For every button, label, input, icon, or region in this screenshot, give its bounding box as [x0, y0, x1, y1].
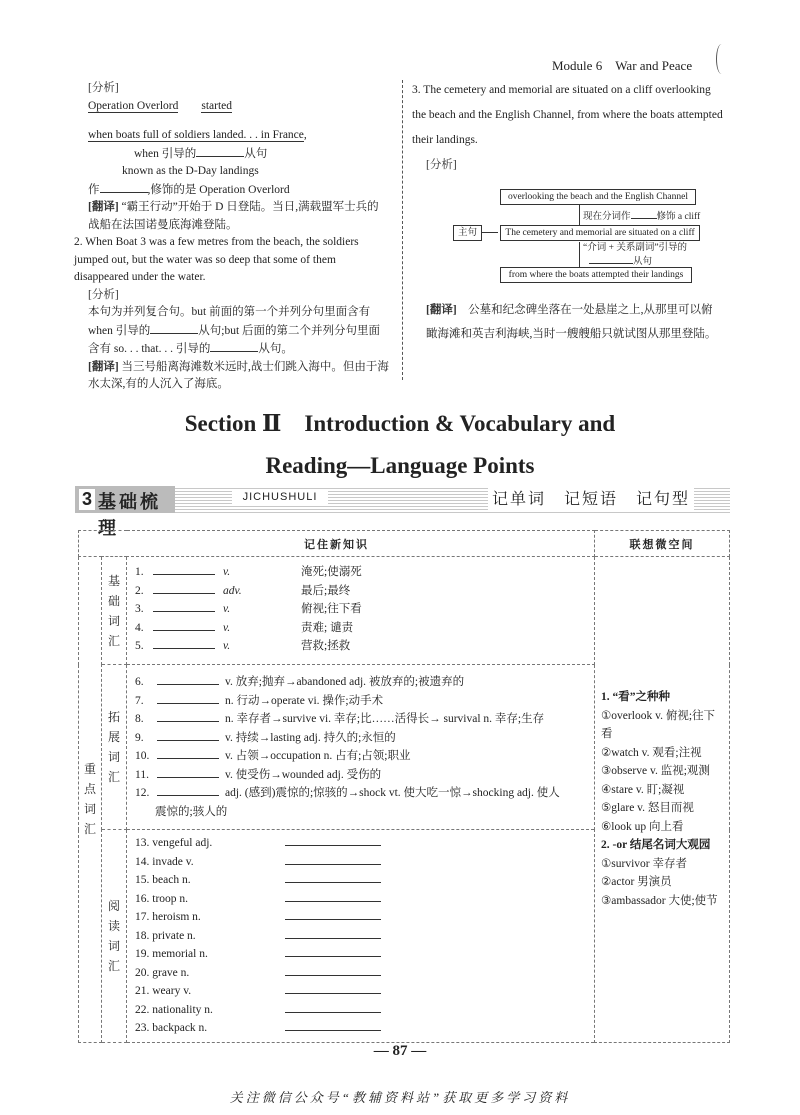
- word-family: 震惊的;骇人的: [155, 805, 228, 818]
- footer-promo-note: 关注微信公众号“教辅资料站”获取更多学习资料: [229, 1090, 571, 1105]
- part-of-speech: v.: [223, 603, 231, 615]
- answer-blank[interactable]: [285, 890, 381, 902]
- participle: known as the D-Day landings: [122, 165, 259, 177]
- banner-title: 基础梳理: [98, 492, 161, 539]
- extended-vocab-list: [127, 665, 595, 830]
- vocab-row: [135, 710, 586, 729]
- vocab-row: [135, 1019, 586, 1038]
- item-number: 8.: [135, 713, 144, 725]
- arrow-right: [482, 232, 498, 233]
- diagram-bottom-box: from where the boats attempted their landings: [500, 267, 692, 283]
- vocab-row: [135, 834, 586, 853]
- answer-blank[interactable]: [285, 834, 381, 846]
- answer-blank[interactable]: [153, 582, 215, 594]
- meaning: 营救;拯救: [301, 640, 351, 652]
- vocab-word: 13. vengeful adj.: [135, 837, 213, 849]
- word-family: v. 使受伤→wounded adj. 受伤的: [225, 768, 382, 781]
- item-number: 5.: [135, 640, 144, 652]
- answer-blank[interactable]: [157, 747, 219, 759]
- translation-label: [翻译]: [88, 360, 119, 373]
- word-family: v. 持续→lasting adj. 持久的;永恒的: [225, 731, 396, 744]
- vocabulary-table: [78, 530, 730, 1043]
- item-number: 3.: [135, 603, 144, 615]
- item-number: 12.: [135, 787, 150, 799]
- vocab-word: 21. weary v.: [135, 985, 192, 997]
- participle-note-end: ,修饰的是 Operation Overlord: [147, 183, 290, 196]
- vocab-row: [135, 890, 586, 909]
- right-column: [412, 78, 724, 178]
- answer-blank[interactable]: [285, 908, 381, 920]
- vocab-row: [135, 637, 586, 656]
- page-number: — 87 —: [373, 1043, 427, 1059]
- vocab-row: [135, 908, 586, 927]
- note-item: ④stare v. 盯;凝视: [601, 783, 685, 796]
- answer-blank[interactable]: [157, 729, 219, 741]
- running-header: Module 6 War and Peace: [552, 58, 693, 73]
- part-of-speech: v.: [223, 640, 231, 652]
- vocab-row: [135, 673, 586, 692]
- vocab-word: 14. invade v.: [135, 855, 194, 868]
- part-of-speech: v.: [223, 621, 231, 634]
- part-of-speech: v.: [223, 566, 231, 578]
- answer-blank[interactable]: [285, 1019, 381, 1031]
- answer-blank[interactable]: [157, 692, 219, 704]
- table-header-right: 联想微空间: [595, 531, 730, 557]
- clause-note-end: 从句: [244, 147, 268, 160]
- banner-title-block: [75, 486, 175, 539]
- section-title-line2: Reading—Language Points: [265, 453, 535, 478]
- item-number: 7.: [135, 694, 144, 707]
- note-item: ①survivor 幸存者: [601, 857, 688, 870]
- answer-blank[interactable]: [153, 600, 215, 612]
- answer-blank[interactable]: [631, 209, 657, 219]
- diagram-note: 现在分词作: [583, 212, 631, 222]
- answer-blank[interactable]: [153, 563, 215, 575]
- analysis-label: [分析]: [88, 82, 119, 94]
- notes-title: 2. -or 结尾名词大观园: [601, 839, 711, 852]
- group-label: 重点词汇: [83, 762, 96, 837]
- note-item: ⑤glare v. 怒目而视: [601, 802, 694, 815]
- basic-vocab-list: [127, 557, 595, 665]
- basic-vocab-label: 基础词汇: [107, 573, 120, 648]
- notes-cell: [595, 557, 730, 1043]
- analysis-label: [分析]: [88, 288, 119, 301]
- item-number: 3.: [412, 84, 421, 96]
- verb: started: [201, 99, 233, 112]
- diagram-main-box: The cemetery and memorial are situated on a cliff: [500, 225, 700, 241]
- answer-blank[interactable]: [153, 637, 215, 649]
- word-family: adj. (感到)震惊的;惊骇的→shock vt. 使大吃一惊→shocking adj. 使人: [225, 787, 560, 799]
- diagram-top-box: overlooking the beach and the English Channel: [500, 189, 696, 205]
- translation-label: [翻译]: [426, 304, 457, 316]
- vocab-row: [135, 563, 586, 582]
- vocab-row: [135, 747, 586, 766]
- answer-blank[interactable]: [100, 181, 148, 193]
- reading-vocab-label: 阅读词汇: [107, 898, 120, 973]
- answer-blank[interactable]: [150, 322, 198, 334]
- note-item: ②watch v. 观看;注视: [601, 746, 702, 759]
- note-item: ①overlook v. 俯视;往下看: [601, 709, 716, 741]
- item-number: 2.: [135, 584, 144, 597]
- note-item: ③ambassador 大使;使节: [601, 894, 718, 907]
- item-number: 2.: [74, 236, 83, 248]
- answer-blank[interactable]: [210, 340, 258, 352]
- analysis-text: 从句;but 后面的第二个并列分句里面含有 so. . . that. . . 引导的: [88, 324, 381, 355]
- answer-blank[interactable]: [285, 853, 381, 865]
- subject: Operation Overlord: [88, 99, 179, 112]
- column-divider: [402, 80, 403, 380]
- notes-title: 1. “看”之种种: [601, 691, 670, 704]
- answer-blank[interactable]: [285, 964, 381, 976]
- meaning: 俯视;往下看: [301, 603, 362, 615]
- item-number: 4.: [135, 621, 144, 634]
- sentence: When Boat 3 was a few metres from the beach, the soldiers jumped out, but the water was so deep that some of them disappeared under the water.: [74, 236, 359, 283]
- vocab-row: [135, 729, 586, 748]
- note-item: ②actor 男演员: [601, 876, 672, 889]
- banner-pinyin: JICHUSHULI: [232, 489, 328, 505]
- banner-slogan: 记单词 记短语 记句型: [488, 488, 694, 510]
- participle-note: 作: [88, 183, 100, 196]
- diagram-note: 修饰 a cliff: [656, 212, 701, 222]
- translation-label: [翻译]: [88, 201, 119, 213]
- section-title-line1: Section Ⅱ Introduction & Vocabulary and: [184, 411, 616, 436]
- banner-number: 3: [79, 489, 95, 510]
- answer-blank[interactable]: [589, 254, 633, 264]
- vocab-row: [135, 853, 586, 872]
- answer-blank[interactable]: [285, 871, 381, 883]
- vocab-word: 15. beach n.: [135, 874, 191, 886]
- answer-blank[interactable]: [285, 1001, 381, 1013]
- clause: when boats full of soldiers landed. . . in France: [88, 129, 304, 141]
- arrow-down: [579, 242, 580, 267]
- vocab-row: [135, 871, 586, 890]
- answer-blank[interactable]: [157, 784, 219, 796]
- section-title: [0, 403, 800, 487]
- analysis-text: 从句。: [258, 343, 293, 355]
- item-number: 6.: [135, 676, 144, 688]
- meaning: 责难; 谴责: [301, 621, 354, 634]
- diagram-note: “介词 + 关系副词”引导的: [583, 243, 688, 253]
- answer-blank[interactable]: [157, 710, 219, 722]
- part-of-speech: adv.: [223, 584, 242, 597]
- item-number: 11.: [135, 768, 149, 781]
- header-bracket-decoration: [716, 44, 727, 74]
- word-family: v. 占领→occupation n. 占有;占领;职业: [225, 750, 411, 762]
- vocab-word: 22. nationality n.: [135, 1003, 213, 1016]
- item-number: 10.: [135, 750, 150, 762]
- answer-blank[interactable]: [285, 945, 381, 957]
- vocab-word: 18. private n.: [135, 929, 196, 942]
- translation-block: [426, 298, 724, 346]
- arrow-up: [579, 205, 580, 225]
- reading-vocab-list: [127, 830, 595, 1043]
- vocab-row: [135, 927, 586, 946]
- meaning: 最后;最终: [301, 584, 351, 597]
- vocab-word: 20. grave n.: [135, 966, 190, 979]
- answer-blank[interactable]: [157, 766, 219, 778]
- note-item: ③observe v. 监视;观测: [601, 765, 710, 778]
- analysis-label: [分析]: [426, 159, 457, 171]
- comma: ,: [303, 129, 307, 141]
- vocab-row: [135, 582, 586, 601]
- analysis-text: 本句为并列复合句。but 前面的第一个并列分句里面含有 when 引导的: [88, 306, 371, 337]
- vocab-row-continued: [135, 803, 586, 822]
- meaning: 淹死;使溺死: [301, 566, 362, 578]
- left-column: [74, 80, 390, 394]
- vocab-row: [135, 766, 586, 785]
- vocab-row: [135, 1001, 586, 1020]
- vocab-word: 17. heroism n.: [135, 911, 201, 923]
- word-family: v. 放弃;抛弃→abandoned adj. 被放弃的;被遗弃的: [225, 676, 465, 688]
- vocab-row: [135, 945, 586, 964]
- item-number: 9.: [135, 731, 144, 744]
- vocab-word: 19. memorial n.: [135, 948, 208, 960]
- vocab-row: [135, 619, 586, 638]
- answer-blank[interactable]: [157, 673, 219, 685]
- translation: 当三号船离海滩数米远时,战士们跳入海中。但由于海水太深,有的人沉入了海底。: [88, 360, 389, 390]
- extended-vocab-label: 拓展词汇: [107, 710, 120, 784]
- vocab-row: [135, 982, 586, 1001]
- answer-blank[interactable]: [153, 619, 215, 631]
- translation: “霸王行动”开始于 D 日登陆。当日,满载盟军士兵的战船在法国诺曼底海滩登陆。: [88, 201, 379, 231]
- diagram-note: 从句: [633, 257, 653, 267]
- vocab-word: 16. troop n.: [135, 892, 189, 905]
- vocab-row: [135, 964, 586, 983]
- vocab-word: 23. backpack n.: [135, 1022, 208, 1034]
- main-clause-label: 主句: [453, 225, 482, 241]
- sentence: The cemetery and memorial are situated on a cliff overlooking the beach and the English Channel, from where the boats attempted their landings.: [412, 84, 723, 146]
- item-number: 1.: [135, 566, 144, 578]
- table-header-left: 记住新知识: [79, 531, 595, 557]
- answer-blank[interactable]: [285, 982, 381, 994]
- translation: 公墓和纪念碑坐落在一处悬崖之上,从那里可以俯瞰海滩和英吉利海峡,当时一艘艘船只就试图从那里登陆。: [426, 304, 717, 340]
- answer-blank[interactable]: [196, 145, 244, 157]
- word-family: n. 行动→operate vi. 操作;动手术: [225, 694, 384, 707]
- clause-note: when 引导的: [134, 147, 197, 160]
- word-family: n. 幸存者→survive vi. 幸存;比……活得长→ survival n. 幸存;生存: [225, 713, 545, 725]
- vocab-row: [135, 784, 586, 803]
- note-item: ⑥look up 向上看: [601, 820, 684, 833]
- vocab-row: [135, 600, 586, 619]
- answer-blank[interactable]: [285, 927, 381, 939]
- vocab-row: [135, 692, 586, 711]
